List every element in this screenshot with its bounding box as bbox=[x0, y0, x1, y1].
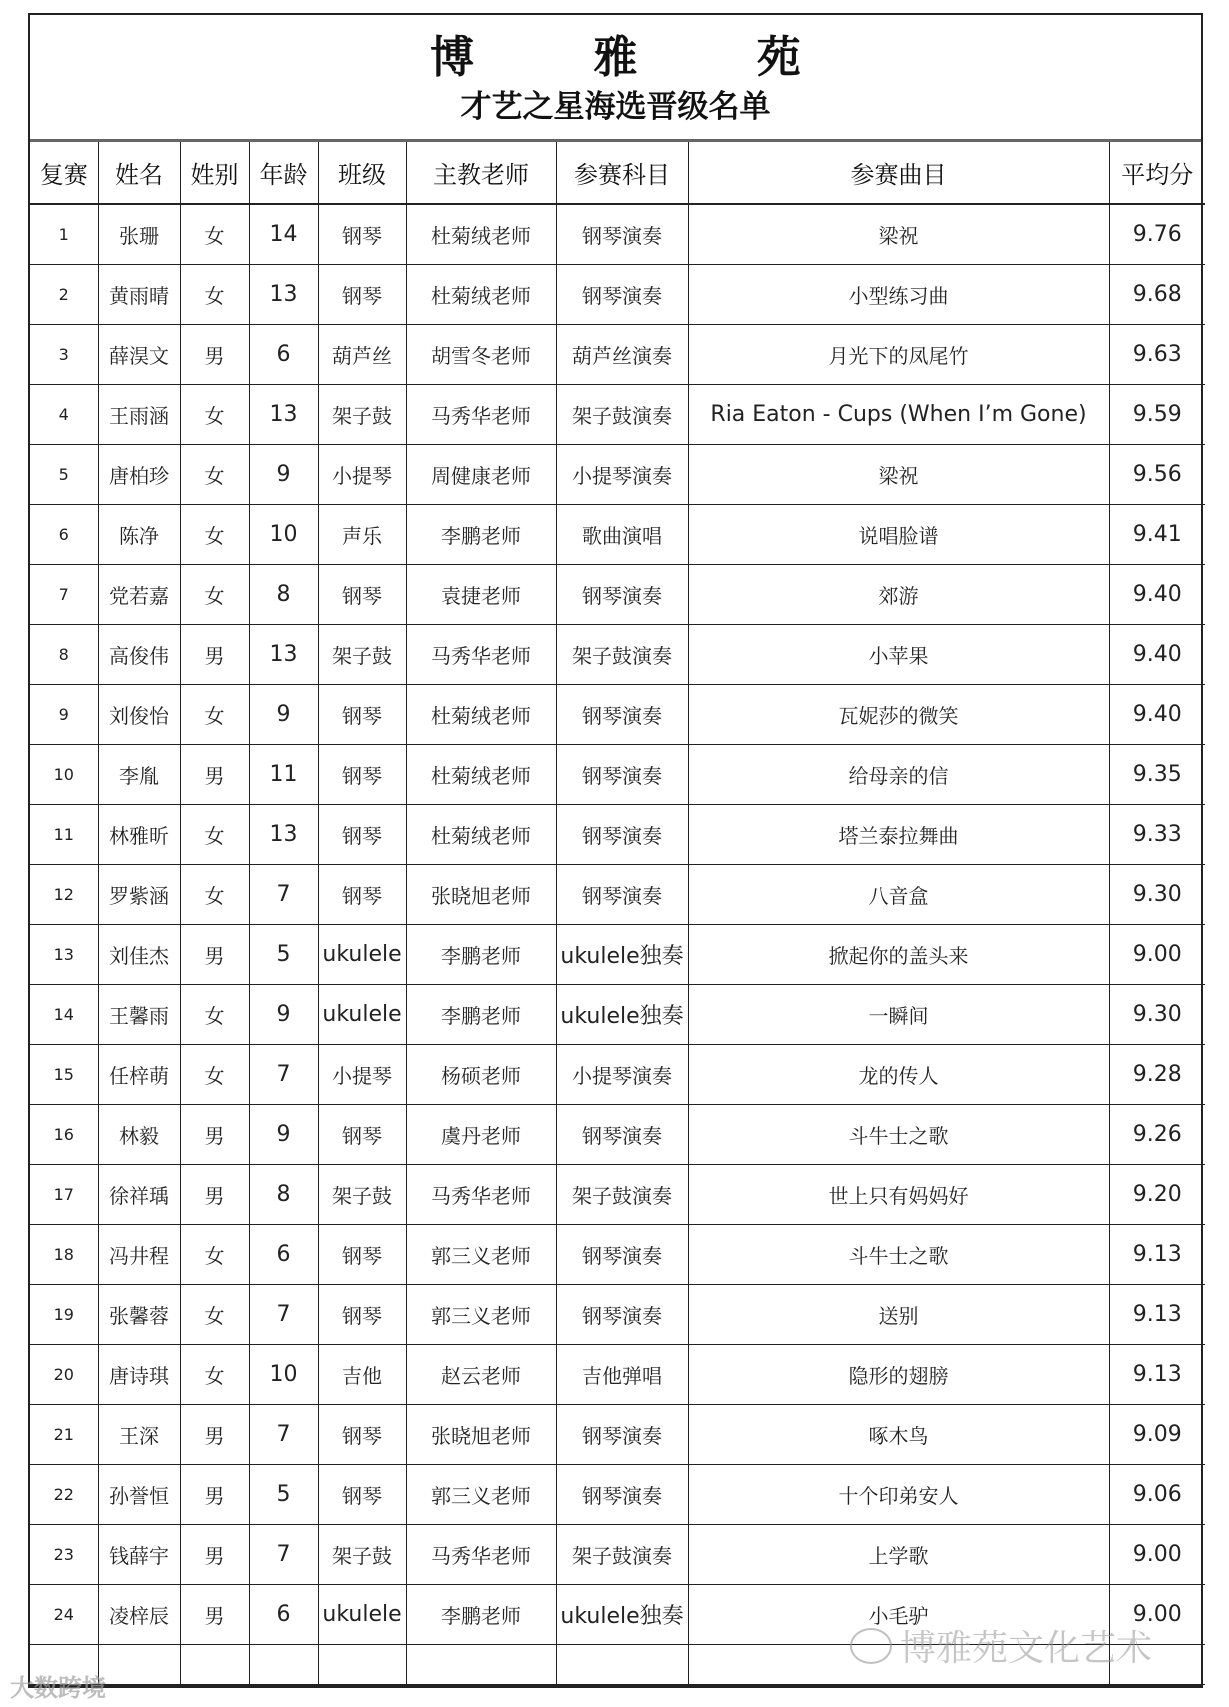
teacher-cell: 杜菊绒老师 bbox=[406, 265, 556, 325]
age-cell: 8 bbox=[249, 1165, 318, 1225]
name-cell: 刘佳杰 bbox=[98, 925, 180, 985]
piece-cell: 世上只有妈妈好 bbox=[688, 1165, 1109, 1225]
class-cell: 钢琴 bbox=[318, 565, 406, 625]
piece-cell: 八音盒 bbox=[688, 865, 1109, 925]
gender-cell: 女 bbox=[180, 204, 249, 265]
table-row bbox=[30, 325, 1205, 385]
subject-cell: ukulele独奏 bbox=[556, 925, 688, 985]
subject-cell: 架子鼓演奏 bbox=[556, 1165, 688, 1225]
name-cell: 林雅昕 bbox=[98, 805, 180, 865]
subject-cell: 钢琴演奏 bbox=[556, 745, 688, 805]
subject-cell: 钢琴演奏 bbox=[556, 204, 688, 265]
wechat-icon bbox=[850, 1628, 892, 1664]
age-cell: 9 bbox=[249, 985, 318, 1045]
subject-cell: ukulele独奏 bbox=[556, 985, 688, 1045]
table-row bbox=[30, 505, 1205, 565]
teacher-cell: 李鹏老师 bbox=[406, 1585, 556, 1645]
column-header: 姓别 bbox=[180, 142, 249, 204]
rank-cell: 1 bbox=[30, 204, 98, 265]
age-cell: 7 bbox=[249, 865, 318, 925]
piece-cell: 上学歌 bbox=[688, 1525, 1109, 1585]
table-row bbox=[30, 685, 1205, 745]
rank-cell: 17 bbox=[30, 1165, 98, 1225]
subject-cell: 架子鼓演奏 bbox=[556, 385, 688, 445]
rank-cell: 21 bbox=[30, 1405, 98, 1465]
subject-cell: 架子鼓演奏 bbox=[556, 1525, 688, 1585]
gender-cell: 女 bbox=[180, 1345, 249, 1405]
score-cell: 9.00 bbox=[1109, 925, 1205, 985]
teacher-cell: 马秀华老师 bbox=[406, 385, 556, 445]
piece-cell: 小苹果 bbox=[688, 625, 1109, 685]
column-header: 班级 bbox=[318, 142, 406, 204]
table-row bbox=[30, 204, 1205, 265]
score-cell: 9.40 bbox=[1109, 685, 1205, 745]
rank-cell: 14 bbox=[30, 985, 98, 1045]
age-cell: 13 bbox=[249, 805, 318, 865]
age-cell: 5 bbox=[249, 1465, 318, 1525]
piece-cell: 龙的传人 bbox=[688, 1045, 1109, 1105]
piece-cell: 十个印弟安人 bbox=[688, 1465, 1109, 1525]
score-cell: 9.63 bbox=[1109, 325, 1205, 385]
age-cell: 8 bbox=[249, 565, 318, 625]
name-cell: 高俊伟 bbox=[98, 625, 180, 685]
rank-cell: 6 bbox=[30, 505, 98, 565]
table-row bbox=[30, 1045, 1205, 1105]
teacher-cell: 郭三义老师 bbox=[406, 1225, 556, 1285]
class-cell: 声乐 bbox=[318, 505, 406, 565]
teacher-cell: 赵云老师 bbox=[406, 1345, 556, 1405]
table-row bbox=[30, 265, 1205, 325]
class-cell: ukulele bbox=[318, 925, 406, 985]
piece-cell: 梁祝 bbox=[688, 204, 1109, 265]
teacher-cell: 杜菊绒老师 bbox=[406, 685, 556, 745]
class-cell: 吉他 bbox=[318, 1345, 406, 1405]
gender-cell: 男 bbox=[180, 745, 249, 805]
table-row bbox=[30, 805, 1205, 865]
name-cell: 王馨雨 bbox=[98, 985, 180, 1045]
piece-cell: Ria Eaton - Cups (When I’m Gone) bbox=[688, 385, 1109, 445]
score-cell: 9.20 bbox=[1109, 1165, 1205, 1225]
results-sheet bbox=[28, 13, 1203, 1688]
name-cell: 凌梓辰 bbox=[98, 1585, 180, 1645]
column-header: 参赛科目 bbox=[556, 142, 688, 204]
class-cell: 钢琴 bbox=[318, 865, 406, 925]
name-cell: 李胤 bbox=[98, 745, 180, 805]
teacher-cell: 杜菊绒老师 bbox=[406, 204, 556, 265]
age-cell: 7 bbox=[249, 1525, 318, 1585]
empty-cell bbox=[556, 1645, 688, 1685]
table-row bbox=[30, 445, 1205, 505]
table-row bbox=[30, 1525, 1205, 1585]
age-cell: 6 bbox=[249, 1585, 318, 1645]
piece-cell: 塔兰泰拉舞曲 bbox=[688, 805, 1109, 865]
empty-cell bbox=[249, 1645, 318, 1685]
gender-cell: 女 bbox=[180, 1225, 249, 1285]
class-cell: 钢琴 bbox=[318, 1405, 406, 1465]
teacher-cell: 杨硕老师 bbox=[406, 1045, 556, 1105]
piece-cell: 掀起你的盖头来 bbox=[688, 925, 1109, 985]
wechat-watermark-text: 博雅苑文化艺术 bbox=[900, 1628, 1153, 1669]
piece-cell: 给母亲的信 bbox=[688, 745, 1109, 805]
gender-cell: 女 bbox=[180, 445, 249, 505]
class-cell: ukulele bbox=[318, 985, 406, 1045]
table-row bbox=[30, 1105, 1205, 1165]
piece-cell: 梁祝 bbox=[688, 445, 1109, 505]
gender-cell: 男 bbox=[180, 325, 249, 385]
subject-cell: 钢琴演奏 bbox=[556, 1465, 688, 1525]
gender-cell: 男 bbox=[180, 925, 249, 985]
teacher-cell: 杜菊绒老师 bbox=[406, 805, 556, 865]
class-cell: 小提琴 bbox=[318, 1045, 406, 1105]
name-cell: 唐柏珍 bbox=[98, 445, 180, 505]
score-cell: 9.00 bbox=[1109, 1525, 1205, 1585]
score-cell: 9.33 bbox=[1109, 805, 1205, 865]
age-cell: 7 bbox=[249, 1045, 318, 1105]
score-cell: 9.40 bbox=[1109, 625, 1205, 685]
table-row bbox=[30, 1225, 1205, 1285]
age-cell: 13 bbox=[249, 265, 318, 325]
column-header: 年龄 bbox=[249, 142, 318, 204]
age-cell: 10 bbox=[249, 505, 318, 565]
empty-cell bbox=[98, 1645, 180, 1685]
score-cell: 9.59 bbox=[1109, 385, 1205, 445]
gender-cell: 女 bbox=[180, 265, 249, 325]
piece-cell: 月光下的凤尾竹 bbox=[688, 325, 1109, 385]
score-cell: 9.06 bbox=[1109, 1465, 1205, 1525]
score-cell: 9.41 bbox=[1109, 505, 1205, 565]
class-cell: 钢琴 bbox=[318, 1285, 406, 1345]
score-cell: 9.30 bbox=[1109, 985, 1205, 1045]
rank-cell: 16 bbox=[30, 1105, 98, 1165]
rank-cell: 24 bbox=[30, 1585, 98, 1645]
teacher-cell: 虞丹老师 bbox=[406, 1105, 556, 1165]
subject-cell: ukulele独奏 bbox=[556, 1585, 688, 1645]
teacher-cell: 杜菊绒老师 bbox=[406, 745, 556, 805]
gender-cell: 女 bbox=[180, 505, 249, 565]
gender-cell: 女 bbox=[180, 1285, 249, 1345]
rank-cell: 23 bbox=[30, 1525, 98, 1585]
class-cell: 架子鼓 bbox=[318, 625, 406, 685]
class-cell: 架子鼓 bbox=[318, 1165, 406, 1225]
age-cell: 13 bbox=[249, 625, 318, 685]
class-cell: 钢琴 bbox=[318, 265, 406, 325]
teacher-cell: 李鹏老师 bbox=[406, 925, 556, 985]
table-row bbox=[30, 1285, 1205, 1345]
gender-cell: 男 bbox=[180, 1165, 249, 1225]
rank-cell: 8 bbox=[30, 625, 98, 685]
column-header: 姓名 bbox=[98, 142, 180, 204]
page-title: 博 雅 苑 bbox=[430, 32, 853, 83]
age-cell: 9 bbox=[249, 1105, 318, 1165]
rank-cell: 15 bbox=[30, 1045, 98, 1105]
teacher-cell: 张晓旭老师 bbox=[406, 1405, 556, 1465]
page-subtitle: 才艺之星海选晋级名单 bbox=[460, 89, 771, 125]
gender-cell: 女 bbox=[180, 805, 249, 865]
piece-cell: 小型练习曲 bbox=[688, 265, 1109, 325]
teacher-cell: 李鹏老师 bbox=[406, 985, 556, 1045]
table-row bbox=[30, 1165, 1205, 1225]
age-cell: 6 bbox=[249, 1225, 318, 1285]
name-cell: 张珊 bbox=[98, 204, 180, 265]
rank-cell: 9 bbox=[30, 685, 98, 745]
gender-cell: 男 bbox=[180, 625, 249, 685]
corner-watermark: 大数跨境 bbox=[10, 1674, 106, 1702]
age-cell: 5 bbox=[249, 925, 318, 985]
name-cell: 陈净 bbox=[98, 505, 180, 565]
empty-cell bbox=[180, 1645, 249, 1685]
subject-cell: 歌曲演唱 bbox=[556, 505, 688, 565]
subject-cell: 钢琴演奏 bbox=[556, 1405, 688, 1465]
empty-cell bbox=[318, 1645, 406, 1685]
title-band bbox=[30, 15, 1201, 142]
teacher-cell: 马秀华老师 bbox=[406, 625, 556, 685]
class-cell: 架子鼓 bbox=[318, 385, 406, 445]
rank-cell: 13 bbox=[30, 925, 98, 985]
rank-cell: 10 bbox=[30, 745, 98, 805]
class-cell: 钢琴 bbox=[318, 1105, 406, 1165]
gender-cell: 男 bbox=[180, 1405, 249, 1465]
score-cell: 9.68 bbox=[1109, 265, 1205, 325]
name-cell: 罗紫涵 bbox=[98, 865, 180, 925]
teacher-cell: 张晓旭老师 bbox=[406, 865, 556, 925]
table-row bbox=[30, 565, 1205, 625]
subject-cell: 小提琴演奏 bbox=[556, 1045, 688, 1105]
age-cell: 10 bbox=[249, 1345, 318, 1405]
age-cell: 9 bbox=[249, 445, 318, 505]
name-cell: 薛淏文 bbox=[98, 325, 180, 385]
teacher-cell: 袁捷老师 bbox=[406, 565, 556, 625]
name-cell: 孙誉恒 bbox=[98, 1465, 180, 1525]
score-cell: 9.76 bbox=[1109, 204, 1205, 265]
table-row bbox=[30, 985, 1205, 1045]
score-cell: 9.35 bbox=[1109, 745, 1205, 805]
piece-cell: 斗牛士之歌 bbox=[688, 1105, 1109, 1165]
rank-cell: 12 bbox=[30, 865, 98, 925]
name-cell: 刘俊怡 bbox=[98, 685, 180, 745]
score-cell: 9.13 bbox=[1109, 1285, 1205, 1345]
gender-cell: 男 bbox=[180, 1585, 249, 1645]
score-cell: 9.26 bbox=[1109, 1105, 1205, 1165]
age-cell: 13 bbox=[249, 385, 318, 445]
class-cell: 小提琴 bbox=[318, 445, 406, 505]
class-cell: 钢琴 bbox=[318, 204, 406, 265]
gender-cell: 男 bbox=[180, 1105, 249, 1165]
subject-cell: 钢琴演奏 bbox=[556, 685, 688, 745]
piece-cell: 郊游 bbox=[688, 565, 1109, 625]
piece-cell: 斗牛士之歌 bbox=[688, 1225, 1109, 1285]
gender-cell: 女 bbox=[180, 1045, 249, 1105]
subject-cell: 钢琴演奏 bbox=[556, 1105, 688, 1165]
age-cell: 11 bbox=[249, 745, 318, 805]
table-row bbox=[30, 1405, 1205, 1465]
class-cell: 葫芦丝 bbox=[318, 325, 406, 385]
column-header: 主教老师 bbox=[406, 142, 556, 204]
name-cell: 张馨蓉 bbox=[98, 1285, 180, 1345]
subject-cell: 钢琴演奏 bbox=[556, 265, 688, 325]
table-row bbox=[30, 745, 1205, 805]
class-cell: 钢琴 bbox=[318, 1465, 406, 1525]
rank-cell: 5 bbox=[30, 445, 98, 505]
column-header: 参赛曲目 bbox=[688, 142, 1109, 204]
subject-cell: 架子鼓演奏 bbox=[556, 625, 688, 685]
gender-cell: 女 bbox=[180, 685, 249, 745]
subject-cell: 钢琴演奏 bbox=[556, 1225, 688, 1285]
age-cell: 7 bbox=[249, 1285, 318, 1345]
name-cell: 黄雨晴 bbox=[98, 265, 180, 325]
subject-cell: 吉他弹唱 bbox=[556, 1345, 688, 1405]
subject-cell: 钢琴演奏 bbox=[556, 865, 688, 925]
age-cell: 9 bbox=[249, 685, 318, 745]
score-cell: 9.13 bbox=[1109, 1225, 1205, 1285]
class-cell: 钢琴 bbox=[318, 805, 406, 865]
score-cell: 9.28 bbox=[1109, 1045, 1205, 1105]
name-cell: 党若嘉 bbox=[98, 565, 180, 625]
class-cell: 钢琴 bbox=[318, 1225, 406, 1285]
name-cell: 唐诗琪 bbox=[98, 1345, 180, 1405]
teacher-cell: 马秀华老师 bbox=[406, 1165, 556, 1225]
piece-cell: 小毛驴 bbox=[688, 1585, 1109, 1645]
table-row bbox=[30, 385, 1205, 445]
gender-cell: 女 bbox=[180, 865, 249, 925]
empty-cell bbox=[406, 1645, 556, 1685]
rank-cell: 19 bbox=[30, 1285, 98, 1345]
gender-cell: 女 bbox=[180, 985, 249, 1045]
rank-cell: 20 bbox=[30, 1345, 98, 1405]
piece-cell: 瓦妮莎的微笑 bbox=[688, 685, 1109, 745]
teacher-cell: 周健康老师 bbox=[406, 445, 556, 505]
teacher-cell: 郭三义老师 bbox=[406, 1285, 556, 1345]
name-cell: 任梓萌 bbox=[98, 1045, 180, 1105]
class-cell: 钢琴 bbox=[318, 685, 406, 745]
table-row bbox=[30, 1345, 1205, 1405]
name-cell: 王雨涵 bbox=[98, 385, 180, 445]
piece-cell: 送别 bbox=[688, 1285, 1109, 1345]
gender-cell: 女 bbox=[180, 565, 249, 625]
class-cell: 架子鼓 bbox=[318, 1525, 406, 1585]
rank-cell: 18 bbox=[30, 1225, 98, 1285]
teacher-cell: 马秀华老师 bbox=[406, 1525, 556, 1585]
score-cell: 9.13 bbox=[1109, 1345, 1205, 1405]
age-cell: 6 bbox=[249, 325, 318, 385]
column-header: 平均分 bbox=[1109, 142, 1205, 204]
gender-cell: 女 bbox=[180, 385, 249, 445]
piece-cell: 说唱脸谱 bbox=[688, 505, 1109, 565]
header-row bbox=[30, 142, 1205, 204]
teacher-cell: 李鹏老师 bbox=[406, 505, 556, 565]
results-table bbox=[30, 142, 1205, 1685]
class-cell: 钢琴 bbox=[318, 745, 406, 805]
rank-cell: 2 bbox=[30, 265, 98, 325]
name-cell: 徐祥瑀 bbox=[98, 1165, 180, 1225]
score-cell: 9.30 bbox=[1109, 865, 1205, 925]
age-cell: 7 bbox=[249, 1405, 318, 1465]
score-cell: 9.09 bbox=[1109, 1405, 1205, 1465]
piece-cell: 一瞬间 bbox=[688, 985, 1109, 1045]
rank-cell: 11 bbox=[30, 805, 98, 865]
score-cell: 9.40 bbox=[1109, 565, 1205, 625]
table-row bbox=[30, 865, 1205, 925]
score-cell: 9.56 bbox=[1109, 445, 1205, 505]
score-cell: 9.00 bbox=[1109, 1585, 1205, 1645]
subject-cell: 钢琴演奏 bbox=[556, 565, 688, 625]
age-cell: 14 bbox=[249, 204, 318, 265]
table-row bbox=[30, 1465, 1205, 1525]
gender-cell: 男 bbox=[180, 1525, 249, 1585]
name-cell: 王深 bbox=[98, 1405, 180, 1465]
rank-cell: 7 bbox=[30, 565, 98, 625]
piece-cell: 啄木鸟 bbox=[688, 1405, 1109, 1465]
table-row bbox=[30, 625, 1205, 685]
rank-cell: 22 bbox=[30, 1465, 98, 1525]
rank-cell: 3 bbox=[30, 325, 98, 385]
class-cell: ukulele bbox=[318, 1585, 406, 1645]
column-header: 复赛 bbox=[30, 142, 98, 204]
subject-cell: 葫芦丝演奏 bbox=[556, 325, 688, 385]
name-cell: 冯井程 bbox=[98, 1225, 180, 1285]
name-cell: 林毅 bbox=[98, 1105, 180, 1165]
table-row bbox=[30, 925, 1205, 985]
teacher-cell: 郭三义老师 bbox=[406, 1465, 556, 1525]
gender-cell: 男 bbox=[180, 1465, 249, 1525]
piece-cell: 隐形的翅膀 bbox=[688, 1345, 1109, 1405]
wechat-watermark bbox=[850, 1620, 1152, 1671]
teacher-cell: 胡雪冬老师 bbox=[406, 325, 556, 385]
subject-cell: 钢琴演奏 bbox=[556, 1285, 688, 1345]
rank-cell: 4 bbox=[30, 385, 98, 445]
name-cell: 钱薛宇 bbox=[98, 1525, 180, 1585]
subject-cell: 钢琴演奏 bbox=[556, 805, 688, 865]
subject-cell: 小提琴演奏 bbox=[556, 445, 688, 505]
